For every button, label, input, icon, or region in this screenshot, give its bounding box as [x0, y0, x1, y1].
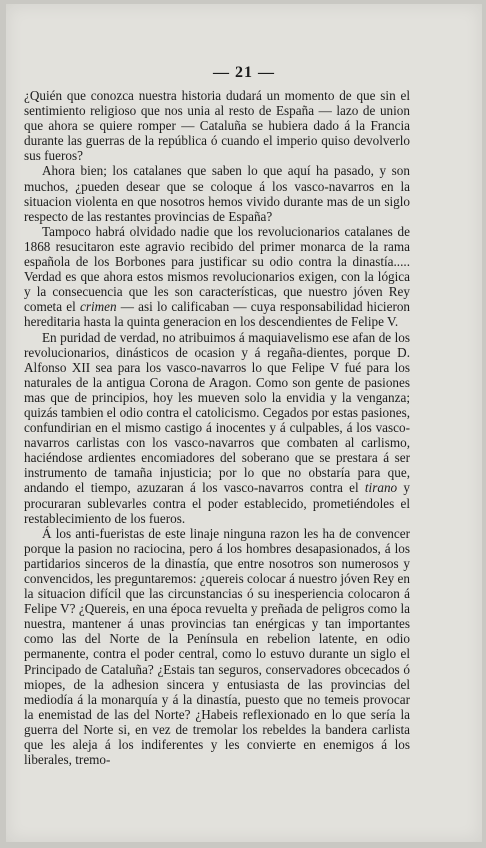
paragraph-5: Á los anti-fueristas de este linaje ninguna razon les ha de convencer porque la pasion no raciocina, pero á los hombres desapasionados, á los partidarios sinceros de la dinastía, que entre nosotros son numerosos y convencidos, les preguntaremos: ¿quereis colocar á nuestro jóven Rey en la situacion difícil que las circunstancias ó su inesperiencia colocaron á Felipe V? ¿Quereis, en una época revuelta y preñada de peligros como la nuestra, mantener á unas provincias tan enérgicas y tan importantes como las del Norte de la Península en rebelion latente, en odio permanente, contra el poder central, como lo estuvo durante un siglo el Principado de Cataluña? ¿Estais tan seguros, conservadores obcecados ó miopes, de la adhesion sincera y entusiasta de las provincias del mediodía á la monarquía y á la dinastía, puesto que no temeis provocar la enemistad de las del Norte? ¿Habeis reflexionado en lo que sería la guerra del Norte si, en vez de tremolar los rebeldes la bandera carlista que les aleja á los indiferentes y les convierte en enemigos á los liberales, tremo-	[24, 525, 410, 768]
page-number: — 21 —	[213, 64, 275, 81]
paragraph-3-part-b: — asi lo calificaban — cuya responsabilidad hicieron hereditaria hasta la quinta generacion en los descendientes de Felipe V.	[24, 299, 411, 330]
paragraph-4-part-a: En puridad de verdad, no atribuimos á maquiavelismo ese afan de los revolucionarios, dinásticos de ocasion y á regaña-dientes, porque D. Alfonso XII sea para los vasco-navarros lo que Felipe V fué para los naturales de la antigua Corona de Aragon. Como son gente de pasiones mas que de principios, hoy les mueven solo la envidia y la venganza; quizás tambien el odio contra el catolicismo. Cegados por estas pasiones, confundirian en el mismo castigo á inocentes y á culpables, á los vasco-navarros carlistas con los vasco-navarros que combaten al carlismo, haciéndose ardientes encomiadores del soberano que se prestara á ser instrumento de tamaña injusticia; por lo que no obstaría para que, andando el tiempo, azuzaran á los vasco-navarros contra el	[24, 329, 410, 496]
paragraph-4-part-b: y procuraran sublevarles contra el poder establecido, prometiéndoles el restablecimiento de los fueros.	[24, 480, 410, 526]
paragraph-3	[24, 224, 410, 330]
emphasis-crimen: crimen	[79, 299, 117, 315]
document-page	[6, 4, 482, 842]
emphasis-tirano: tirano	[364, 480, 398, 496]
paragraph-3-part-a: Tampoco habrá olvidado nadie que los revolucionarios catalanes de 1868 resucitaron este agravio recibido del primer monarca de la rama española de los Borbones para justificar su odio contra la dinastía..... Verdad es que ahora estos mismos revolucionarios exigen, con la lógica y la consecuencia que les son características, que nuestro jóven Rey cometa el	[24, 223, 410, 315]
paragraph-1: ¿Quién que conozca nuestra historia dudará un momento de que sin el sentimiento religioso que nos unia al resto de España — lazo de union que ahora se quiere romper — Cataluña se hubiera dado á la Francia durante las guerras de la república ó cuando el imperio quiso devolverlo sus fueros?	[24, 88, 410, 164]
paragraph-2: Ahora bien; los catalanes que saben lo que aquí ha pasado, y son muchos, ¿pueden desear que se coloque á los vasco-navarros en la situacion violenta en que nosotros hemos vivido durante mas de un siglo respecto de las restantes provincias de España?	[24, 163, 410, 224]
paragraph-4	[24, 330, 410, 526]
body-text	[24, 88, 410, 767]
